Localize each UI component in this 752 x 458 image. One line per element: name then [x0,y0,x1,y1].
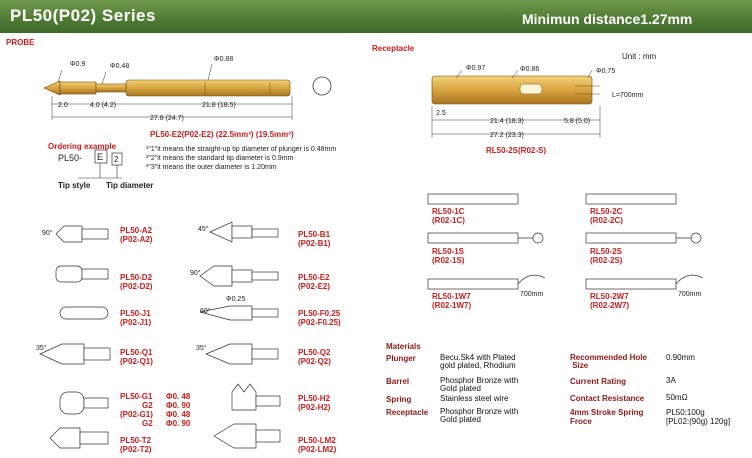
tip-lm2-alt: (P02-LM2) [298,445,337,454]
rl-1c-alt: (R02-1C) [432,216,465,225]
rl-1s-alt: (R02-1S) [432,256,465,265]
ordering-box-1: E [97,152,104,162]
rec-dim-a: 2.5 [436,110,446,117]
probe-seg1: 4.0 (4.2) [90,102,117,109]
tip-f-dia: Φ0.25 [226,296,246,303]
rec-d1: Φ0.97 [466,65,486,72]
tip-t2-alt: (P02-T2) [120,445,152,454]
tip-b1-code: PL50-B1 [298,230,331,239]
rl-2w7-wire: 700mm [678,291,702,298]
g-value-1: Φ0. 48 [166,392,191,401]
probe-total-len: 27.8 (24.7) [150,115,184,122]
spec-resistance-value: 50mΩ [666,393,688,402]
probe-part-label: PL50-E2(P02-E2) (22.5mm³) (19.5mm³) [150,130,294,139]
tip-h2-alt: (P02-H2) [298,403,331,412]
ordering-note-1: ¹"1"it means the straight-up tip diameter of plunger is 0.48mm [146,146,337,153]
tip-g1-alt: (P02-G1) [120,410,153,419]
rec-d3: Φ0.75 [596,68,616,75]
tip-e2-angle: 90° [190,270,201,277]
mat-barrel-label: Barrel [386,377,410,386]
tip-g1-code: PL50-G1 [120,392,153,401]
receptacle-section-label: Receptacle [372,44,415,53]
g-value-4: Φ0. 90 [166,419,191,428]
rec-dim-b: 21.4 (18.3) [490,118,524,125]
tip-lm2-code: PL50-LM2 [298,436,336,445]
mat-spring-value: Stainless steel wire [440,394,509,403]
tip-f-alt: (P02-F0.25) [298,318,341,327]
rec-total: 27.2 (23.3) [490,132,524,139]
probe-barrel-dia: Φ0.88 [214,56,234,63]
rec-dim-c: 5.8 (5.0) [564,118,591,125]
rec-d2: Φ0.86 [520,66,540,73]
page-title: PL50(P02) Series [10,6,156,25]
tip-g2-label: G2 [142,401,153,410]
mat-spring-label: Spring [386,395,412,404]
rl-2s-code: RL50-2S [590,247,623,256]
tip-d2-alt: (P02-D2) [120,282,153,291]
tip-j1-code: PL50-J1 [120,309,151,318]
tip-f-angle: 60° [200,308,211,315]
tip-a2-alt: (P02-A2) [120,235,153,244]
unit-label: Unit : mm [622,52,657,61]
g-value-2: Φ0. 90 [166,401,191,410]
page-subtitle: Minimun distance1.27mm [522,11,693,27]
tip-q2-alt: (P02-Q2) [298,357,331,366]
ordering-prefix: PL50- [58,153,83,163]
rl-1c-code: RL50-1C [432,207,465,216]
mat-barrel-value: Phosphor Bronze with Gold plated [440,376,519,393]
rl-1w7-wire: 700mm [520,291,544,298]
tip-a2-angle: 90° [42,230,53,237]
tip-h2-code: PL50-H2 [298,394,331,403]
probe-tip-len: 2.0 [58,102,68,109]
tip-q1-code: PL50-Q1 [120,348,153,357]
tip-diameter-label: Tip diameter [106,181,154,190]
tip-j1-alt: (P02-J1) [120,318,152,327]
rl-1w7-alt: (R02-1W7) [432,301,472,310]
rl-2s-alt: (R02-2S) [590,256,623,265]
ordering-note-2: ²"2"it means the standard tip diameter is 0.9mm [146,155,294,162]
spec-hole-value: 0.90mm [666,353,695,362]
mat-plunger-value: Becu.Sk4 with Plated gold plated, Rhodium [440,353,516,370]
tip-b1-angle: 45° [198,226,209,233]
probe-body-len: 21.8 (18.5) [202,102,236,109]
g-value-3: Φ0. 48 [166,410,191,419]
rl-2w7-alt: (R02-2W7) [590,301,630,310]
probe-tip-dia: Φ0.9 [70,61,86,68]
mat-plunger-label: Plunger [386,354,416,363]
mat-receptacle-value: Phosphor Bronze with Gold plated [440,407,519,424]
tip-e2-alt: (P02-E2) [298,282,331,291]
tip-q1-alt: (P02-Q1) [120,357,153,366]
tip-a2-code: PL50-A2 [120,226,153,235]
tip-d2-code: PL50-D2 [120,273,153,282]
rl-1w7-code: RL50-1W7 [432,292,471,301]
rl-2c-code: RL50-2C [590,207,623,216]
tip-b1-alt: (P02-B1) [298,239,331,248]
materials-heading: Materials [386,342,421,351]
spec-hole-label: Recommended Hole Size [570,353,647,370]
spec-force-label: 4mm Stroke Spring Froce [570,408,644,426]
tip-q2-code: PL50-Q2 [298,348,331,357]
probe-section-label: PROBE [6,38,35,47]
tip-g2-alt: G2 [142,419,153,428]
rec-wire-len: L=700mm [612,92,644,99]
probe-plunger-dia: Φ0.48 [110,63,130,70]
ordering-note-3: ³"3"it means the outer diameter is 1.20mm [146,164,277,171]
tip-q1-angle: 35° [36,345,47,352]
spec-current-value: 3A [666,376,676,385]
tip-t2-code: PL50-T2 [120,436,152,445]
ordering-box-2: 2 [114,155,119,164]
mat-receptacle-label: Receptacle [386,408,429,417]
receptacle-part-label: RL50-2S(R02-S) [486,146,547,155]
spec-resistance-label: Contact Resistance [570,394,645,403]
spec-force-value: PL50:100g [PL02:(90g) 120g] [666,408,731,426]
rl-2w7-code: RL50-2W7 [590,292,629,301]
tip-f-code: PL50-F0.25 [298,309,341,318]
tip-q2-angle: 35° [196,345,207,352]
ordering-label: Ordering example [48,142,117,151]
rl-1s-code: RL50-1S [432,247,465,256]
spec-current-label: Current Rating [570,377,626,386]
tip-e2-code: PL50-E2 [298,273,330,282]
rl-2c-alt: (R02-2C) [590,216,623,225]
tip-style-label: Tip style [58,181,91,190]
